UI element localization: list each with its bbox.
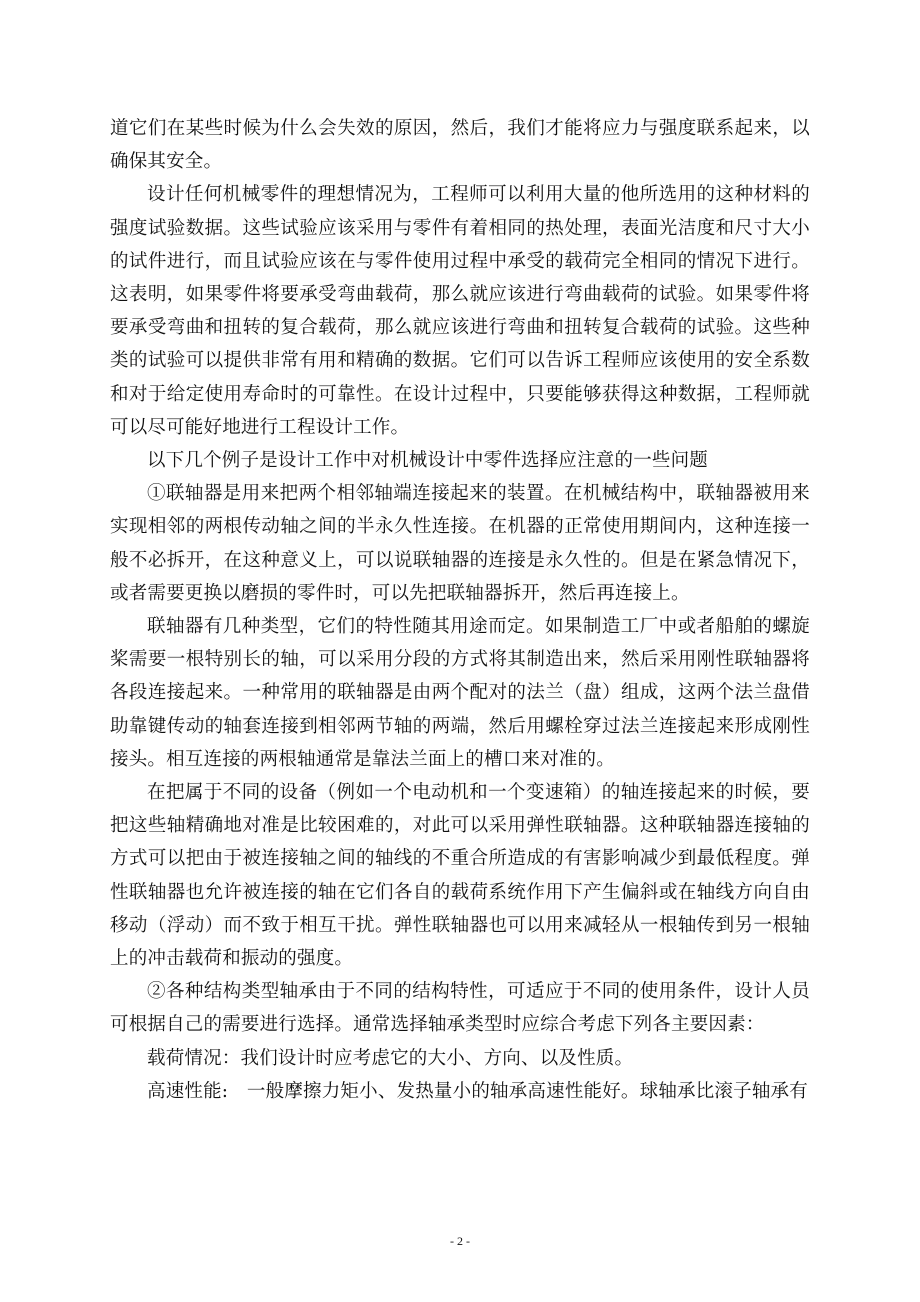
paragraph-coupling-types: 联轴器有几种类型，它们的特性随其用途而定。如果制造工厂中或者船舶的螺旋桨需要一根特别长的轴，可以采用分段的方式将其制造出来，然后采用刚性联轴器将各段连接起来。一种常用的联轴器是由两个配对的法兰（盘）组成，这两个法兰盘借助靠键传动的轴套连接到相邻两节轴的两端，然后用螺栓穿过法兰连接起来形成刚性接头。相互连接的两根轴通常是靠法兰面上的槽口来对准的。: [110, 616, 810, 770]
paragraph-coupling-definition: ①联轴器是用来把两个相邻轴端连接起来的装置。在机械结构中，联轴器被用来实现相邻的两根传动轴之间的半永久性连接。在机器的正常使用期间内，这种连接一般不必拆开，在这种意义上，可以说联轴器的连接是永久性的。但是在紧急情况下，或者需要更换以磨损的零件时，可以先把联轴器拆开，然后再连接上。: [110, 483, 810, 604]
paragraph-load-conditions: 载荷情况：我们设计时应考虑它的大小、方向、以及性质。: [147, 1047, 634, 1069]
paragraph-examples-intro: 以下几个例子是设计工作中对机械设计中零件选择应注意的一些问题: [147, 450, 709, 472]
paragraph-high-speed: 高速性能: 一般摩擦力矩小、发热量小的轴承高速性能好。球轴承比滚子轴承有: [147, 1080, 808, 1102]
paragraph-bearing-selection: ②各种结构类型轴承由于不同的结构特性，可适应于不同的使用条件，设计人员可根据自己的需要进行选择。通常选择轴承类型时应综合考虑下列各主要因素：: [110, 981, 810, 1036]
paragraph-continuation: 道它们在某些时候为什么会失效的原因，然后，我们才能将应力与强度联系起来，以确保其安全。: [110, 118, 810, 173]
paragraph-design-ideal: 设计任何机械零件的理想情况为，工程师可以利用大量的他所选用的这种材料的强度试验数据。这些试验应该采用与零件有着相同的热处理，表面光洁度和尺寸大小的试件进行，而且试验应该在与零件使用过程中承受的载荷完全相同的情况下进行。这表明，如果零件将要承受弯曲载荷，那么就应该进行弯曲载荷的试验。如果零件将要承受弯曲和扭转的复合载荷，那么就应该进行弯曲和扭转复合载荷的试验。这些种类的试验可以提供非常有用和精确的数据。它们可以告诉工程师应该使用的安全系数和对于给定使用寿命时的可靠性。在设计过程中，只要能够获得这种数据，工程师就可以尽可能好地进行工程设计工作。: [110, 184, 810, 438]
page-number: - 2 -: [450, 1234, 470, 1248]
paragraph-flexible-coupling: 在把属于不同的设备（例如一个电动机和一个变速箱）的轴连接起来的时候，要把这些轴精确地对准是比较困难的，对此可以采用弹性联轴器。这种联轴器连接轴的方式可以把由于被连接轴之间的轴线的不重合所造成的有害影响减少到最低程度。弹性联轴器也允许被连接的轴在它们各自的载荷系统作用下产生偏斜或在轴线方向自由移动（浮动）而不致于相互干扰。弹性联轴器也可以用来减轻从一根轴传到另一根轴上的冲击载荷和振动的强度。: [110, 782, 810, 970]
body-text: [110, 112, 810, 1108]
